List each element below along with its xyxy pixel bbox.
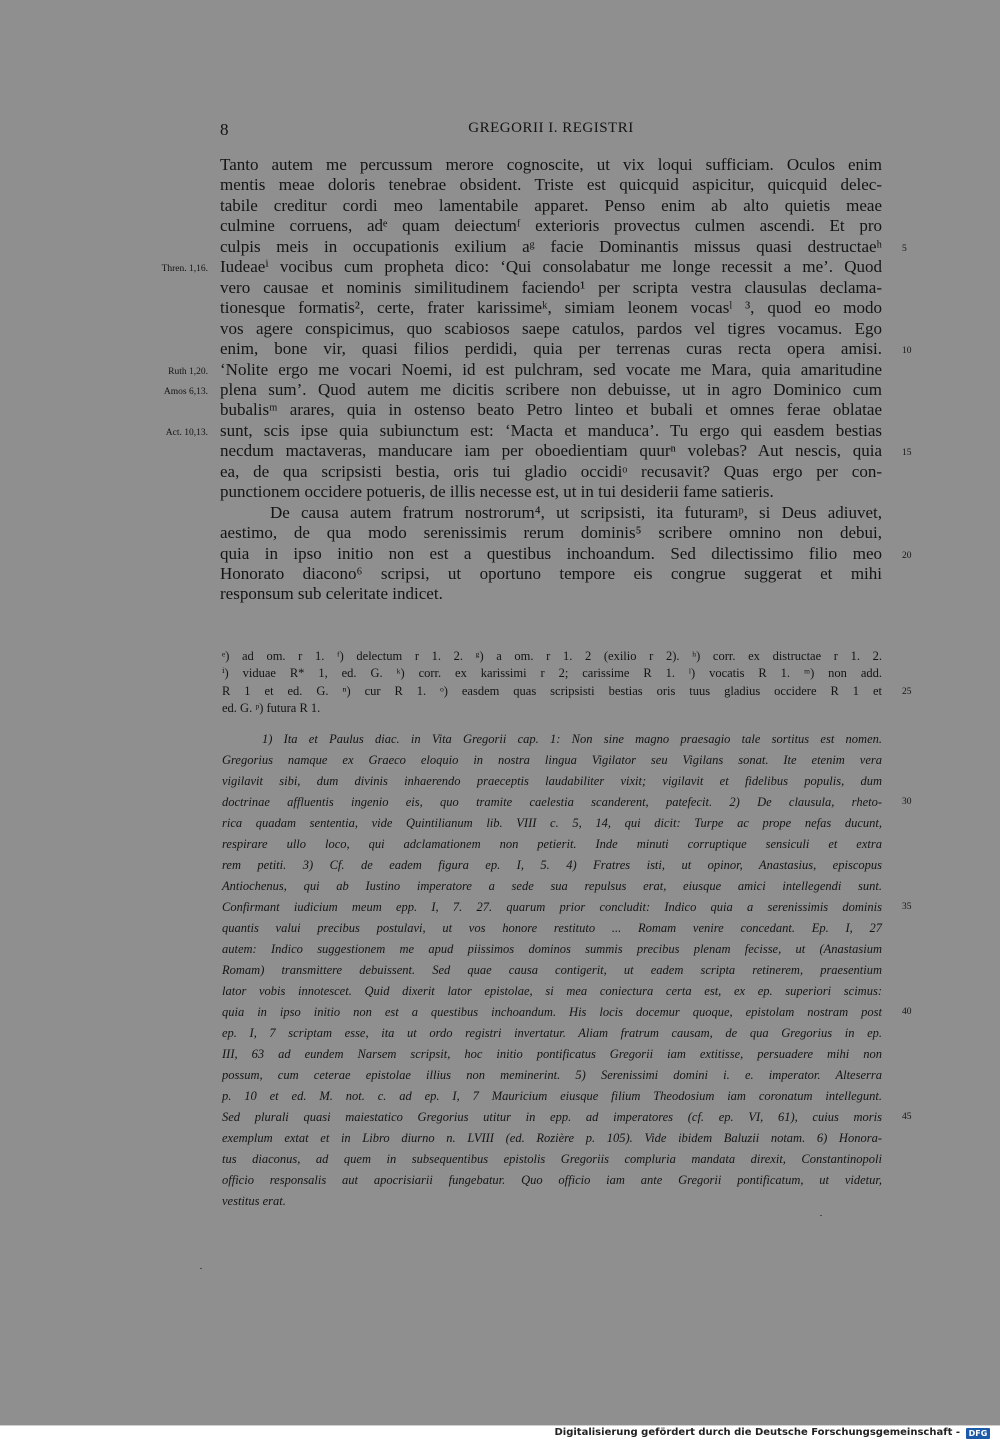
footnote-line: lator vobis innotescet. Quid dixerit lator epistolae, si mea coniectura certa est, ex ep. superiori scimus:: [222, 984, 882, 998]
text-line: quia in ipso initio non est a questibus inchoandum. Sed dilectissimo filio meo: [220, 544, 882, 563]
footer-bar: [0, 1425, 1000, 1442]
text-line: ea, de qua scripsisti bestia, oris tui gladio occidiᵒ recusavit? Quas ergo per con-: [220, 462, 882, 481]
text-line: Tanto autem me percussum merore cognoscite, ut vix loqui sufficiam. Oculos enim: [220, 155, 882, 174]
margin-reference: Ruth 1,20.: [168, 367, 208, 377]
text-line: mentis meae doloris tenebrae obsident. Triste est quicquid aspicitur, quicquid delec-: [220, 175, 882, 194]
apparatus-line: ᵉ) ad om. r 1. ᶠ) delectum r 1. 2. ᵍ) a om. r 1. 2 (exilio r 2). ʰ) corr. ex distructae r 1. 2.: [222, 649, 882, 663]
footnote-line: 1) Ita et Paulus diac. in Vita Gregorii cap. 1: Non sine magno praesagio tale sortitus est nomen.: [262, 732, 882, 746]
apparatus-line: ⁱ) viduae R* 1, ed. G. ᵏ) corr. ex karissimi r 2; carissime R 1. ˡ) vocatis R 1. ᵐ) non add.: [222, 666, 882, 680]
running-head: GREGORII I. REGISTRI: [468, 120, 634, 136]
page-number: 8: [220, 120, 229, 139]
margin-reference: Thren. 1,16.: [161, 264, 208, 274]
apparatus-line: ed. G. ᵖ) futura R 1.: [222, 701, 321, 715]
line-number: 30: [902, 797, 912, 807]
text-line: bubalisᵐ arares, quia in ostenso beato Petro linteo et bubali et omnes ferae oblatae: [220, 400, 882, 419]
line-number: 15: [902, 448, 912, 458]
text-line: punctionem occidere potueris, de illis necesse est, ut in tui desiderii fame satieris.: [220, 482, 774, 501]
text-line: vero causae et nominis similitudinem faciendo¹ per scripta vestra clausulas declama-: [220, 278, 882, 297]
footnote-line: ep. I, 7 scriptam esse, ita ut ordo registri invertatur. Aliam fratrum causam, de qua Gregorius in ep.: [222, 1026, 882, 1040]
footnote-line: officio responsalis aut apocrisiarii fungebatur. Quo officio iam ante Gregorii pontificatum, ut videtur,: [222, 1173, 882, 1187]
line-number: 45: [902, 1112, 912, 1122]
scan-speck: [200, 1268, 202, 1269]
text-line: necdum mactaveras, manducare iam per oboedientiam quurⁿ volebas? Aut nescis, quia: [220, 441, 882, 460]
footnote-line: possum, cum ceterae epistolae illius non meminerint. 5) Serenissimi domini i. e. imperator. Alteserra: [222, 1068, 882, 1082]
footnote-line: Gregorius namque ex Graeco eloquio in nostra lingua Vigilator seu Vigilans sonat. Ite etenim vera: [222, 753, 882, 767]
margin-reference: Act. 10,13.: [165, 428, 208, 438]
text-line: culpis meis in occupationis exilium aᵍ facie Dominantis missus quasi destructaeʰ: [220, 237, 882, 256]
text-line: Honorato diacono⁶ scripsi, ut oportuno tempore eis congrue suggerat et mihi: [220, 564, 882, 583]
footer-credit: Digitalisierung gefördert durch die Deutsche Forschungsgemeinschaft -: [554, 1427, 960, 1438]
footnote-line: exemplum extat et in Libro diurno n. LVIII (ed. Rozière p. 105). Vide ibidem Baluzii notam. 6) Honora-: [222, 1131, 882, 1145]
footnote-line: vestitus erat.: [222, 1194, 286, 1208]
margin-reference: Amos 6,13.: [163, 387, 208, 397]
footnote-line: doctrinae affluentis ingenio eis, quo tramite caelestia scanderent, patefecit. 2) De clausula, rheto-: [222, 795, 882, 809]
dfg-logo: DFG: [966, 1428, 990, 1439]
footnote-line: respirare ullo loco, qui adclamationem non petierit. Inde minuti corruptique sensiculi et extra: [222, 837, 882, 851]
line-number: 40: [902, 1007, 912, 1017]
scan-speck: [820, 1215, 822, 1216]
line-number: 20: [902, 551, 912, 561]
text-line: plena sum’. Quod autem me dicitis scribere non debuisse, ut in agro Dominico cum: [220, 380, 882, 399]
line-number: 5: [902, 244, 907, 254]
footnote-line: p. 10 et ed. M. not. c. ad ep. I, 7 Mauricium eiusque filium Theodosium iam coronatum intellegunt.: [222, 1089, 882, 1103]
footnote-line: quantis valui precibus postulavi, ut vos honore restituto ... Romam venire concedant. Ep. I, 27: [222, 921, 882, 935]
text-line: tionesque formatis², certe, frater karissimeᵏ, simiam leonem vocasˡ ³, quod eo modo: [220, 298, 882, 317]
text-line: culmine corruens, adᵉ quam deiectumᶠ exterioris provectus culmen ascendi. Et pro: [220, 216, 882, 235]
apparatus-line: R 1 et ed. G. ⁿ) cur R 1. ᵒ) easdem quas scripsisti bestias oris tuus gladius occidere R 1 et: [222, 684, 882, 698]
line-number: 10: [902, 346, 912, 356]
text-line: De causa autem fratrum nostrorum⁴, ut scripsisti, ita futuramᵖ, si Deus adiuvet,: [270, 503, 882, 522]
page-header: [220, 120, 882, 142]
text-line: vos agere conspicimus, quo scabiosos saepe catulos, pardos vel tigres vocamus. Ego: [220, 319, 882, 338]
text-line: enim, bone vir, quasi filios perdidi, quia per terrenas curas recta opera amisi.: [220, 339, 882, 358]
text-line: Iudeaeⁱ vocibus cum propheta dico: ‘Qui consolabatur me longe recessit a me’. Quod: [220, 257, 882, 276]
footnote-line: Confirmant iudicium meum epp. I, 7. 27. quarum prior concludit: Indico quia a serenissimis dominis: [222, 900, 882, 914]
footnote-line: vigilavit sibi, dum divinis inhaerendo praeceptis laudabiliter vixit; vigilavit et fidelibus populis, dum: [222, 774, 882, 788]
footnote-line: quia in ipso initio non est a questibus inchoandum. His locis docemur quoque, epistolam nostram post: [222, 1005, 882, 1019]
text-line: responsum sub celeritate indicet.: [220, 584, 443, 603]
footnote-line: autem: Indico suggestionem me apud piissimos dominos summis precibus plenam fecisse, ut (Anastasium: [222, 942, 882, 956]
footnote-line: Antiochenus, qui ab Iustino imperatore a sede sua repulsus erat, eiusque amici intellegendi sunt.: [222, 879, 882, 893]
line-number: 35: [902, 902, 912, 912]
footnote-line: III, 63 ad eundem Narsem scripsit, hoc initio pontificatus Gregorii iam extitisse, persuadere mihi non: [222, 1047, 882, 1061]
line-number: 25: [902, 687, 912, 697]
footnote-line: rem petiti. 3) Cf. de eadem figura ep. I, 5. 4) Fratres isti, ut opinor, Anastasius, episcopus: [222, 858, 882, 872]
footnote-line: Sed plurali quasi maiestatico Gregorius utitur in epp. ad imperatores (cf. ep. VI, 61), cuius moris: [222, 1110, 882, 1124]
text-line: aestimo, de qua modo serenissimis rerum dominis⁵ scribere omnino non debui,: [220, 523, 882, 542]
footnote-line: Romam) transmittere debuissent. Sed quae causa contigerit, ut eadem scripta retinerem, praesentium: [222, 963, 882, 977]
text-line: tabile creditur cordi meo lamentabile apparet. Penso enim ab alto quietis meae: [220, 196, 882, 215]
footnote-line: rica quadam sententia, vide Quintilianum lib. VIII c. 5, 14, qui dicit: Turpe ac prope nefas ducunt,: [222, 816, 882, 830]
text-line: sunt, scis ipse quia subiunctum est: ‘Macta et manduca’. Tu ergo qui easdem bestias: [220, 421, 882, 440]
footnote-line: tus diaconus, ad quem in subsequentibus epistolis Gregoriis compluria mandata direxit, Constantinopoli: [222, 1152, 882, 1166]
text-line: ‘Nolite ergo me vocari Noemi, id est pulchram, sed vocate me Mara, quia amaritudine: [220, 360, 882, 379]
